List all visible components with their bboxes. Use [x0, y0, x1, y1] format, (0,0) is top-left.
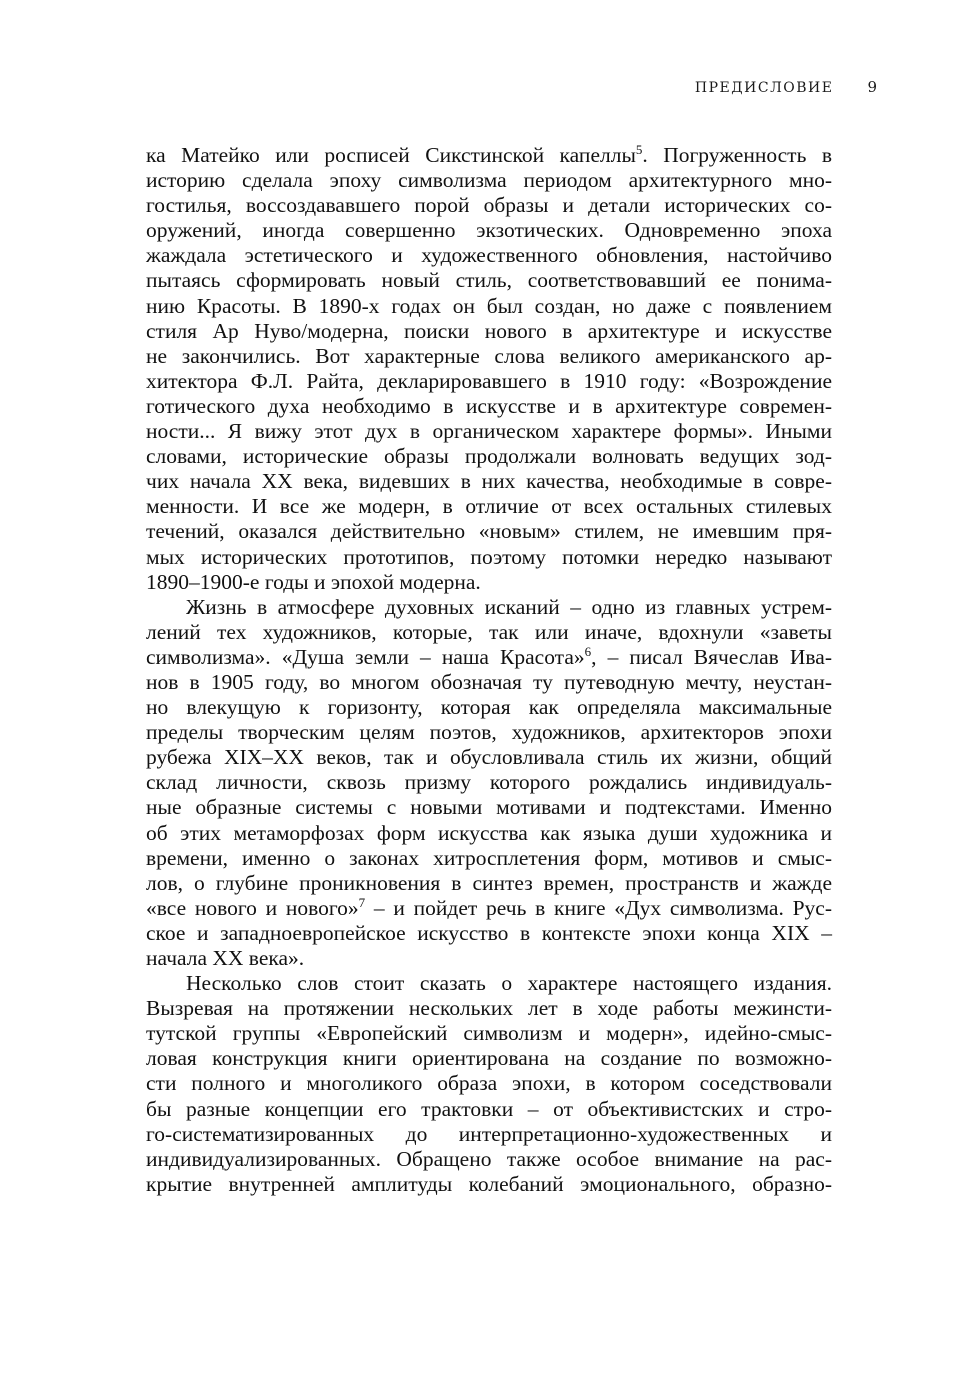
paragraph — [146, 143, 832, 595]
text-segment: бы разные концепции его трактовки – от объективистских и стро- — [146, 1096, 832, 1121]
text-segment: ности... Я вижу этот дух в органическом характере формы». Иными — [146, 419, 832, 444]
text-line — [146, 896, 832, 921]
paragraph — [146, 971, 832, 1197]
footnote-ref: 7 — [358, 894, 366, 910]
text-line — [146, 344, 832, 369]
text-line — [146, 996, 832, 1021]
text-segment: Вызревая на протяжении нескольких лет в ходе работы межинсти- — [146, 996, 832, 1021]
text-segment: об этих метаморфозах форм искусства как языка души художника и — [146, 820, 832, 845]
text-segment: готического духа необходимо в искусстве и в архитектуре современ- — [146, 393, 832, 418]
text-segment: чих начала XX века, видевших в них качества, необходимые в совре- — [146, 469, 832, 494]
text-line — [146, 545, 832, 570]
text-line — [146, 745, 832, 770]
text-segment: пределы творческим целям поэтов, художников, архитекторов эпохи — [146, 720, 832, 745]
text-segment: не закончились. Вот характерные слова великого американского ар- — [146, 343, 832, 368]
text-line — [146, 620, 832, 645]
text-line — [146, 645, 832, 670]
text-line — [146, 595, 832, 620]
text-segment: ные образные системы с новыми мотивами и подтекстами. Именно — [146, 795, 832, 820]
text-line — [146, 821, 832, 846]
running-title: ПРЕДИСЛОВИЕ — [694, 80, 834, 96]
text-segment: словами, исторические образы продолжали волновать ведущих зод- — [146, 444, 832, 469]
text-line — [146, 1071, 832, 1096]
text-segment: времени, именно о законах хитросплетения форм, мотивов и смыс- — [146, 845, 832, 870]
text-line — [146, 218, 832, 243]
text-line — [146, 444, 832, 469]
text-segment: – и пойдет речь в книге «Дух символизма. Рус- — [365, 895, 832, 920]
text-segment: ка Матейко или росписей Сикстинской капеллы — [146, 143, 636, 167]
footnote-ref: 5 — [635, 142, 643, 157]
text-line — [146, 1122, 832, 1147]
text-segment: символизма». «Душа земли – наша Красота» — [146, 644, 585, 669]
text-line — [146, 469, 832, 494]
text-line — [146, 193, 832, 218]
text-segment: , – писал Вячеслав Ива- — [591, 644, 832, 669]
paragraph — [146, 595, 832, 971]
text-segment: рубежа XIX–XX веков, так и обусловливала стиль их жизни, общий — [146, 745, 832, 770]
text-line — [146, 946, 832, 971]
text-segment: жаждала эстетического и художественного обновления, настойчиво — [146, 243, 832, 268]
text-line — [146, 1172, 832, 1197]
text-segment: ловая конструкция книги ориентирована на создание по возможно- — [146, 1046, 832, 1071]
text-line — [146, 519, 832, 544]
text-segment: Несколько слов стоит сказать о характере настоящего издания. — [186, 971, 832, 996]
text-segment: течений, оказался действительно «новым» стилем, не имевшим пря- — [146, 519, 832, 544]
text-line — [146, 1097, 832, 1122]
text-segment: тутской группы «Европейский символизм и модерн», идейно-смыс- — [146, 1021, 832, 1046]
text-segment: лов, о глубине проникновения в синтез времен, пространств и жажде — [146, 870, 832, 895]
text-segment: лений тех художников, которые, так или иначе, вдохнули «заветы — [146, 619, 832, 644]
text-line — [146, 795, 832, 820]
text-line — [146, 1021, 832, 1046]
text-segment: сти полного и многоликого образа эпохи, в котором соседствовали — [146, 1071, 832, 1096]
text-segment: стиля Ар Нуво/модерна, поиски нового в архитектуре и искусстве — [146, 318, 832, 343]
text-segment: . Погруженность в — [642, 143, 832, 167]
text-line — [146, 243, 832, 268]
text-segment: ское и западноевропейское искусство в контексте эпохи конца XIX – — [146, 920, 832, 945]
text-line — [146, 1046, 832, 1071]
text-line — [146, 921, 832, 946]
text-segment: но влекущую к горизонту, которая как определяла максимальные — [146, 695, 832, 720]
text-line — [146, 168, 832, 193]
text-segment: 1890–1900-е годы и эпохой модерна. — [146, 569, 481, 594]
text-line — [146, 971, 832, 996]
text-segment: «все нового и нового» — [146, 895, 359, 920]
text-segment: го-систематизированных до интерпретационно-художественных и — [146, 1121, 832, 1146]
text-line — [146, 570, 832, 595]
text-line — [146, 369, 832, 394]
text-line — [146, 143, 832, 168]
text-segment: Жизнь в атмосфере духовных исканий – одно из главных устрем- — [186, 594, 832, 619]
text-line — [146, 494, 832, 519]
text-line — [146, 720, 832, 745]
text-segment: оружений, иногда совершенно экзотических. Одновременно эпоха — [146, 218, 832, 243]
text-segment: историю сделала эпоху символизма периодом архитектурного мно- — [146, 168, 832, 193]
text-segment: склад личности, сквозь призму которого рождались индивидуаль- — [146, 770, 832, 795]
text-segment: менности. И все же модерн, в отличие от всех остальных стилевых — [146, 494, 832, 519]
text-line — [146, 670, 832, 695]
body-text — [146, 143, 832, 1197]
text-segment: хитектора Ф.Л. Райта, декларировавшего в 1910 году: «Возрождение — [146, 368, 832, 393]
text-segment: индивидуализированных. Обращено также особое внимание на рас- — [146, 1146, 832, 1171]
text-line — [146, 294, 832, 319]
text-segment: крытие внутренней амплитуды колебаний эмоционального, образно- — [146, 1171, 832, 1196]
text-line — [146, 695, 832, 720]
text-segment: начала XX века». — [146, 946, 305, 970]
text-line — [146, 871, 832, 896]
text-line — [146, 419, 832, 444]
text-line — [146, 770, 832, 795]
text-line — [146, 394, 832, 419]
text-segment: гостилья, воссоздававшего порой образы и детали исторических со- — [146, 193, 832, 218]
text-segment: нию Красоты. В 1890-х годах он был создан, но даже с появлением — [146, 293, 832, 318]
text-line — [146, 1147, 832, 1172]
footnote-ref: 6 — [584, 643, 592, 659]
text-segment: мых исторических прототипов, поэтому потомки нередко называют — [146, 544, 832, 569]
text-segment: пытаясь сформировать новый стиль, соответствовавший ее понима- — [146, 268, 832, 293]
text-line — [146, 268, 832, 293]
text-segment: нов в 1905 году, во многом обозначая ту путеводную мечту, неустан- — [146, 669, 832, 694]
running-head — [695, 78, 877, 96]
text-line — [146, 846, 832, 871]
page-number: 9 — [867, 78, 877, 96]
text-line — [146, 319, 832, 344]
